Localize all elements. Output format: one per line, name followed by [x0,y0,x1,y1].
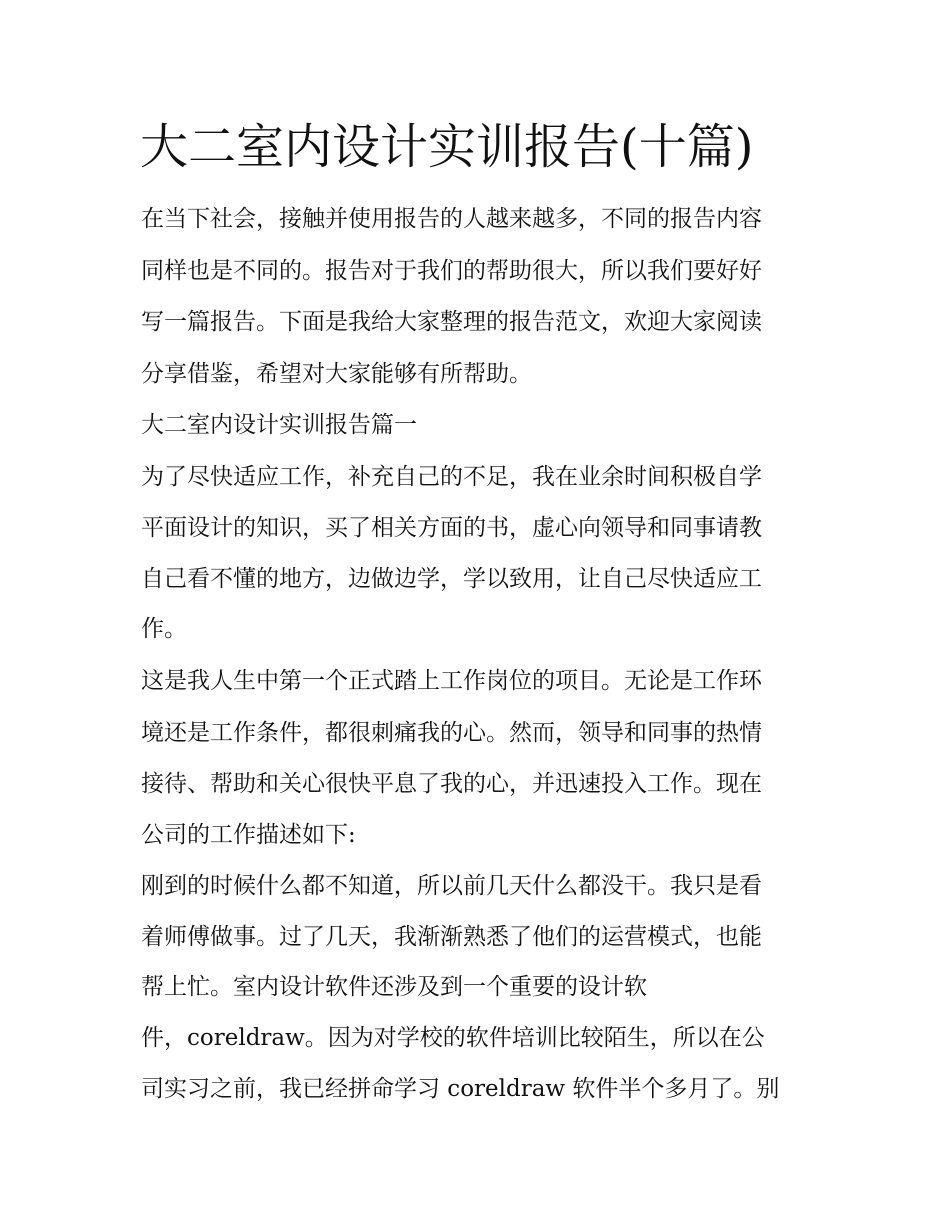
paragraph-line: 公司的工作描述如下: [141,822,356,848]
document-title: 大二室内设计实训报告(十篇) [140,119,754,175]
paragraph-line: 同样也是不同的。报告对于我们的帮助很大，所以我们要好好 [141,258,762,284]
paragraph-line: 写一篇报告。下面是我给大家整理的报告范文，欢迎大家阅读 [141,309,762,335]
paragraph-line: 刚到的时候什么都不知道，所以前几天什么都没干。我只是看 [141,873,762,899]
paragraph-line: 在当下社会，接触并使用报告的人越来越多，不同的报告内容 [141,206,762,232]
paragraph-line: 件，coreldraw。因为对学校的软件培训比较陌生，所以在公 [141,1025,765,1051]
paragraph-line: 平面设计的知识，买了相关方面的书，虚心向领导和同事请教 [141,515,762,541]
paragraph-line: 司实习之前，我已经拼命学习 coreldraw 软件半个多月了。别 [141,1076,780,1102]
paragraph-line: 作。 [141,616,187,642]
paragraph-line: 自己看不懂的地方，边做边学，学以致用，让自己尽快适应工 [141,566,762,592]
paragraph-line: 着师傅做事。过了几天，我渐渐熟悉了他们的运营模式，也能 [141,924,762,950]
paragraph-line: 帮上忙。室内设计软件还涉及到一个重要的设计软 [141,974,647,1000]
paragraph-line: 境还是工作条件，都很刺痛我的心。然而，领导和同事的热情 [141,720,762,746]
section-heading: 大二室内设计实训报告篇一 [141,412,417,438]
paragraph-line: 这是我人生中第一个正式踏上工作岗位的项目。无论是工作环 [141,668,762,694]
paragraph-line: 为了尽快适应工作，补充自己的不足，我在业余时间积极自学 [141,464,762,490]
paragraph-line: 分享借鉴，希望对大家能够有所帮助。 [141,361,532,387]
paragraph-line: 接待、帮助和关心很快平息了我的心，并迅速投入工作。现在 [141,771,762,797]
